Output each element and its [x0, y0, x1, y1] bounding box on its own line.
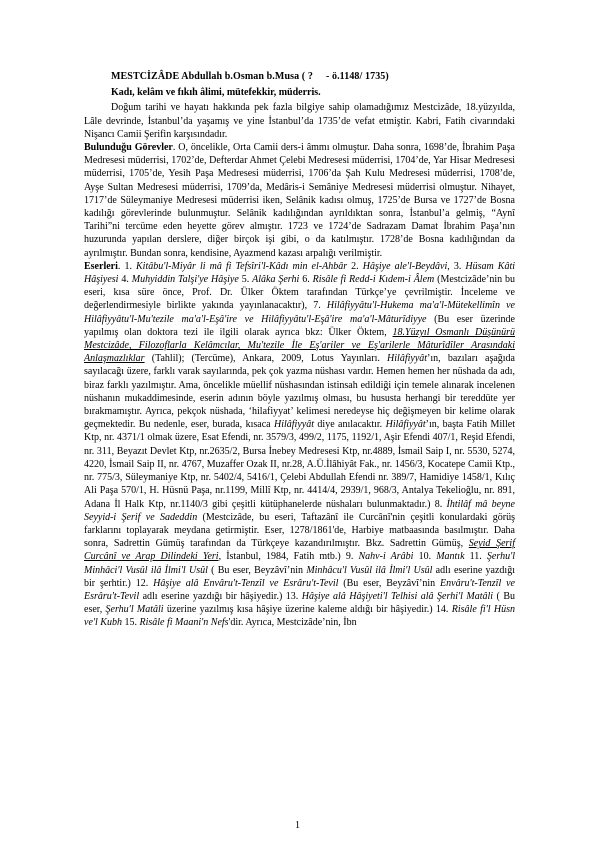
work-title: Minhâcu'l Vusûl ilâ İlmi'l Usûl: [306, 564, 433, 576]
cited-book-title: 18.Yüzyıl Osmanlı Düşünürü Mestcizâde, Filozoflarla Kelâmcılar, Mu'tezile İle Eş'ariler ve Eş'arilerle Mâturîdîler Arasındaki Anlaşmazlıklar: [84, 326, 515, 365]
works-text: 2.: [347, 260, 363, 272]
work-title: Hilâfiyyât: [385, 419, 426, 431]
work-title: Alâka Şerhi: [252, 274, 300, 286]
works-text: adlı eserine yazdığı bir hâşiyedir.) 13.: [139, 590, 302, 602]
duties-heading: Bulunduğu Görevler: [84, 142, 173, 154]
works-text: 'dir. Ayrıca, Mestcizâde’nin, İbn: [228, 617, 357, 629]
document-body: [84, 70, 515, 630]
works-text: 5.: [238, 274, 253, 286]
works-text: (Mestcizâde, bu eseri, Taftazânî ile Curcânî'nin çeşitli konulardaki görüş farklarını toplayarak meydana getirmiştir. Eser, 1278/1861'de, Harbiye matbaasında basılmıştır. Daha sonra, Sadrettin Gümüş tarafından da Türkçeye kazandırılmıştır. Bkz. Sadrettin Gümüş,: [84, 511, 515, 550]
author-name: MESTCİZÂDE: [111, 71, 180, 82]
works-text: 10.: [413, 551, 437, 563]
work-title: Şerhu'l Minhâci'l Vusûl ilâ İlmi'l Usûl: [84, 551, 515, 576]
works-text: 6.: [299, 274, 313, 286]
cited-book-title: Seyid Şerif Curcânî ve Arap Dilindeki Yeri: [84, 538, 515, 563]
works-text: ’ın, başta Fatih Millet Ktp, nr. 4371/1 olmak üzere, Esat Efendi, nr. 3579/3, 499/2, 1175, 1192/1, Aşir Efendi 407/1, Reşid Efendi, nr. 311, Beyazıt Devlet Ktp, nr.2635/2, Bursa İnebey Medresesi Ktp, nr.4889, İsmail Saip I, nr. 5530, 5274, 4220, İsmail Saip II, nr. 4767, Muzaffer Ozak II, nr.28, A.Ü.İlâhiyât Fak., nr. 1456/3, Kocatepe Camii Ktp., nr. 775/3, Süleymaniye Ktp, nr. 5402/4, 5416/1, Çelebi Abdullah Efendi nr. 389/7, Hamidiye 1458/1, Kılıç Ali Paşa 570/1, H. Hüsnü Paşa, nr.1199, Millî Ktp, nr. 4414/4, 2939/1, 968/3, Antalya Tekelioğlu, nr. 891, Adana İl Halk Ktp, nr.1140/3 gibi çeşitli kütüphanelerde nüshaları bulunmaktadır.) 8.: [84, 419, 515, 510]
works-heading: Eserleri: [84, 260, 118, 272]
work-title: Mantık: [436, 551, 465, 563]
work-title: Risâle fi Maani'n Nefs: [139, 617, 229, 629]
works-text: adlı eserine yazdığı bir şerhtir.) 12.: [84, 564, 515, 589]
works-text: 4.: [118, 274, 132, 286]
work-title: Hilâfiyyât: [274, 419, 314, 431]
works-text: 11.: [464, 551, 487, 563]
works-text: ( Bu eser,: [84, 590, 516, 616]
work-title: Hâşiye alâ Envâru't-Tenzîl ve Esrâru't-Tevil: [153, 577, 339, 589]
work-title: Risâle fi Redd-i Kıdem-i Âlem: [312, 274, 435, 286]
works-text: (Bu eser, Beyzâvî’nin: [338, 577, 441, 589]
page-number: 1: [295, 820, 300, 831]
work-title: Hüsam Kâti Hâşiyesi: [84, 260, 516, 286]
works-text: 15.: [121, 617, 140, 629]
works-text: ( Bu eser, Beyzâvî’nin: [207, 564, 307, 576]
work-title: Muhyiddin Talşi'ye Hâşiye: [131, 274, 239, 286]
works-text: . 1.: [117, 260, 137, 272]
author-full-name: Abdullah b.Osman b.Musa ( ?: [179, 71, 316, 82]
work-title: Şerhu'l Matâli: [105, 604, 164, 616]
works-paragraph: [84, 260, 515, 630]
duties-paragraph: [84, 141, 515, 260]
entry-header: [84, 70, 515, 83]
biography-paragraph: Doğum tarihi ve hayatı hakkında pek fazla bilgiye sahip olamadığımız Mestcizâde, 18.yüzyılda, Lâle devrinde, İstanbul’da yaşamış ve yine İstanbul’da 1735’de vefat etmiştir. Kabri, Fatih civarındaki Nişancı Camii Şerifin karşısındadır.: [84, 102, 515, 140]
works-text: ’ın, bazıları aşağıda sayılacağı üzere, farklı varak sayılarında, pek çok yazma nüshası vardır. Hemen hemen her nüshada da adı, biraz farklı yazılmıştır. Ama, öncelikle müellif nüshasından istinsah edildiği için temele alınarak incelenen nüshanın mukaddimesinde, eserin adının böyle yazılmış olması, bu hususta herhangi bir tereddüte yer bırakmamıştır. Ayrıca, pekçok nüshada, ‘hilafiyyat’ kelimesi neredeyse hiç değişmeyen bir kelime olarak geçmektedir. Bu nedenle, eser, burada, kısaca: [84, 353, 515, 431]
author-dates: - ö.1148/ 1735): [325, 71, 389, 82]
work-title: Kitâbu'l-Miyâr li mâ fi Tefsîri'l-Kâdı min el-Ahbâr: [136, 260, 348, 272]
works-text: diye anılacaktır.: [314, 419, 386, 431]
work-title: Hilâfiyyât: [387, 353, 428, 365]
works-text: (Tahlil); (Tercüme), Ankara, 2009, Lotus Yayınları.: [144, 353, 388, 365]
duties-text: . O, öncelikle, Orta Camii ders-i âmmı olmuştur. Daha sonra, 1698’de, İbrahim Paşa Medresesi müderrisi, 1702’de, Defterdar Ahmet Çelebi Medresesi müderrisi, 1704’de, Yar Hisar Medresesi müderrisi, 1705’de, Yesih Paşa Medresesi müderrisi, 1706’da Şah Kulu Medresesi müderrisi, 1708’de, Ayşe Sultan Medresesi müderrisi, 1709’da, Medâris-i Semâniye Medresesi müderrisi olmuştur. Nihayet, 1717’de Süleymaniye Medresesi müderrisi iken, Selânik kadısı olmuş, 1725’de Bursa ve 1727’de Bosna kadılığı görevlerinde bulunmuştur. Selânik kadılığından ayrıldıktan sonra, İstanbul’a gelmiş, “Aynî Tarihi”ni tercüme eden heyette görev almıştır. 1723 ve 1724’de Sadrazam Damat İbrahim Paşa’nın huzurunda yapılan derslere, diğer birçok işi gibi, o da katılmıştır. 1728’de Bosna kadılığından da ayrılmıştır. Bundan sonra, kendisine, Ayazmend kazası arpalığı verilmiştir.: [84, 142, 515, 259]
work-title: Hâşiye ale'l-Beydâvi: [362, 260, 448, 272]
works-text: , İstanbul, 1984, Fatih mtb.) 9.: [218, 551, 359, 563]
work-title: Hilâfiyyâtu'l-Hukema ma'a'l-Mütekellimîn ve Hilâfiyyâtu'l-Mu'tezile ma'a'l-Eşâ'ire ve Hilâfiyyâtu'l-Eşâ'ire ma'a'l-Mâturîdiyye: [84, 300, 515, 325]
works-text: (Bu eser üzerinde yapılmış olan doktora tezi ile ilgili olarak ayrıca bkz: Ülker Öktem,: [84, 313, 515, 338]
work-title: Hâşiye alâ Hâşiyeti'l Telhisi alâ Şerhi'l Matâli: [301, 590, 494, 602]
author-description: Kadı, kelâm ve fıkıh âlimi, mütefekkir, müderris.: [111, 87, 321, 99]
works-text: (Mestcizâde’nin bu eseri, kısa süre önce, Prof. Dr. Ülker Öktem tarafından Türkçe’ye çevrilmiştir. İnceleme ve değerlendirmesiyle birlikte yakında yayınlanacaktır), 7.: [84, 274, 516, 312]
works-text: , 3.: [447, 260, 466, 272]
works-text: üzerine yazılmış kısa hâşiye üzerine kaleme aldığı bir hâşiyedir.) 14.: [163, 604, 452, 616]
work-title: Envâru't-Tenzîl ve Esrâru't-Tevil: [84, 577, 515, 602]
work-title: İhtilâf mâ beyne Seyyid-i Şerif ve Sadeddin: [84, 498, 515, 523]
work-title: Nahv-i Arâbi: [358, 551, 414, 563]
work-title: Risâle fi'l Hüsn ve'l Kubh: [84, 604, 515, 629]
